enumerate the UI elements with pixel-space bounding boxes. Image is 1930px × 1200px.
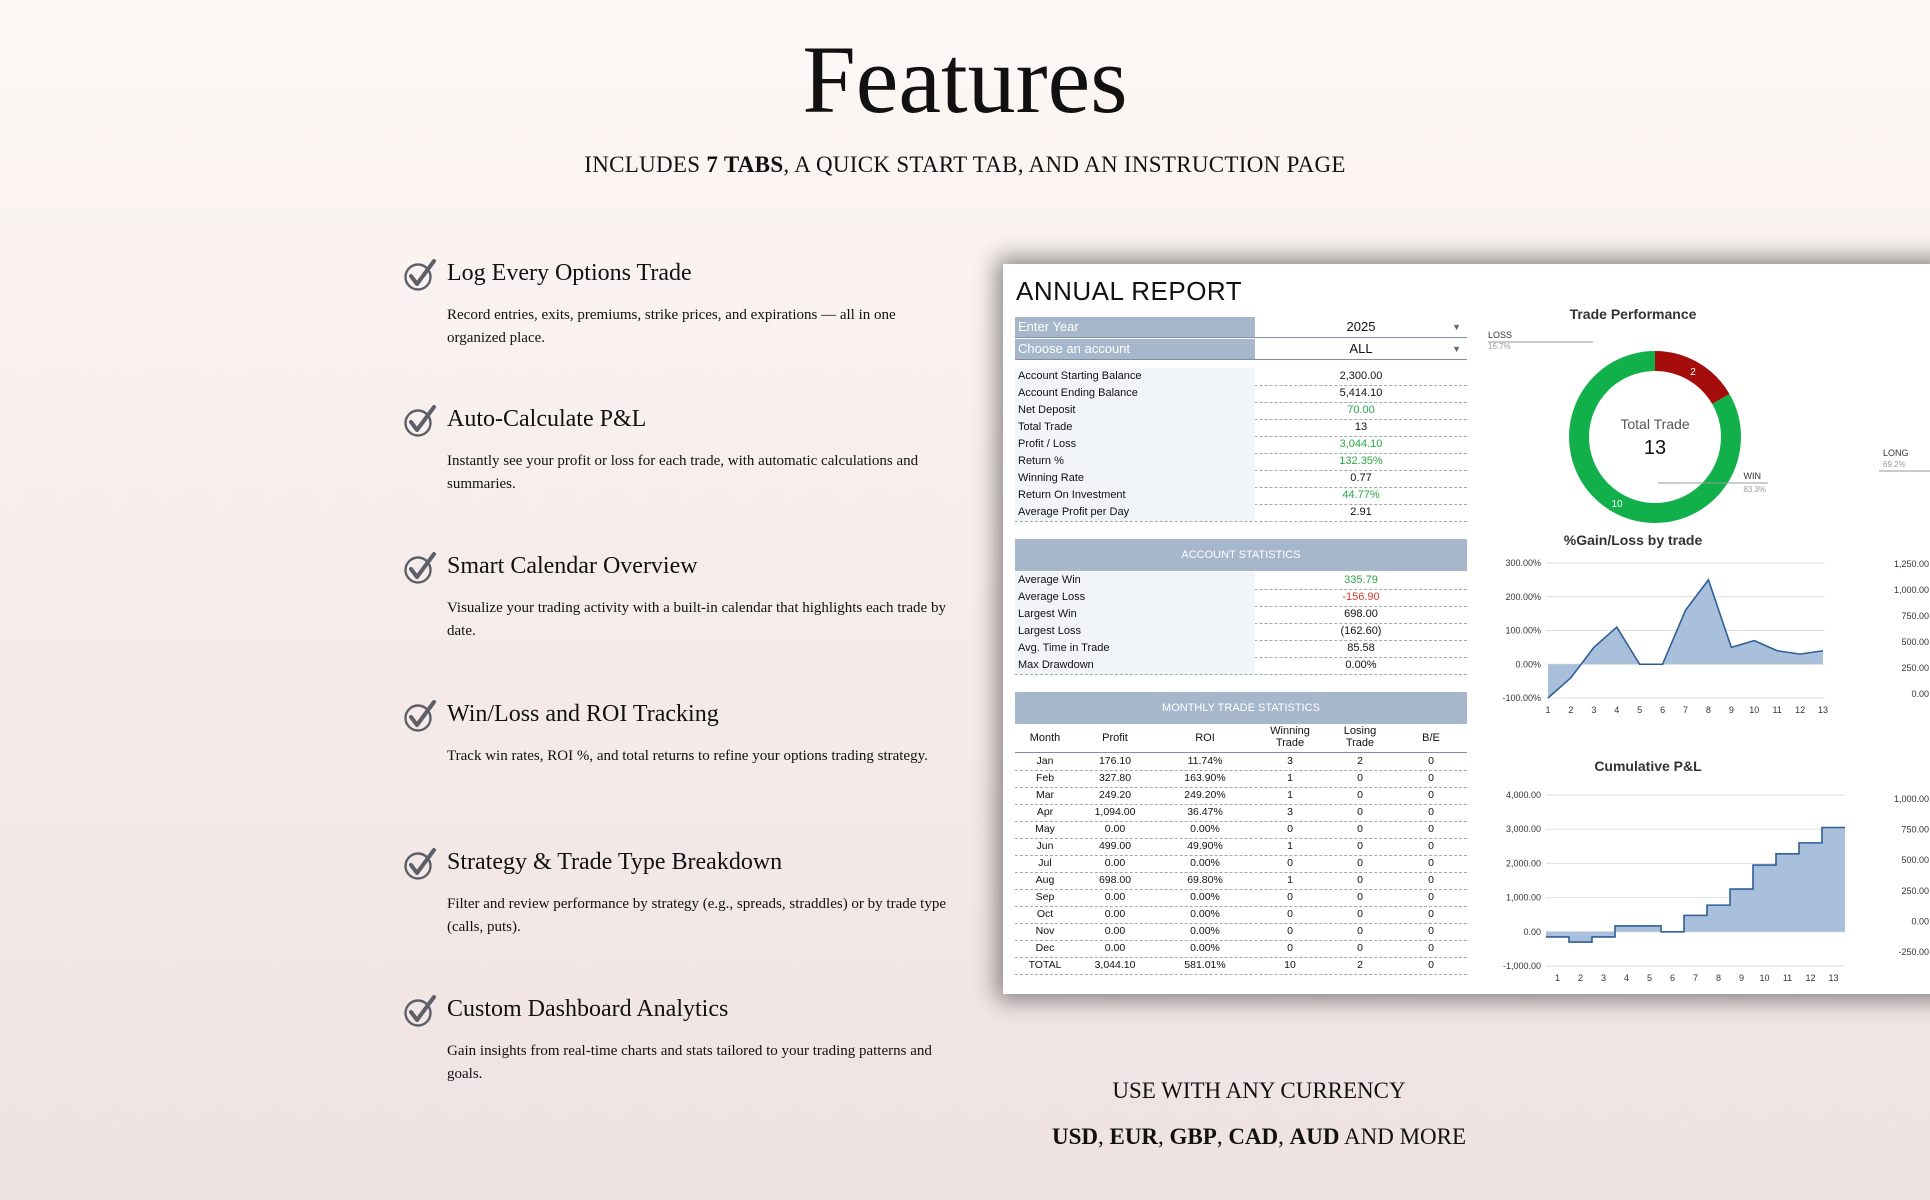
subtitle-post: , A QUICK START TAB, AND AN INSTRUCTION PAGE	[783, 152, 1346, 177]
currency-separator: ,	[1097, 1124, 1110, 1149]
table-row	[1015, 855, 1467, 873]
x-tick-label: 8	[1715, 973, 1722, 983]
monthly-statistics-header: MONTHLY TRADE STATISTICS	[1015, 692, 1467, 724]
win-percent: 83.3%	[1743, 485, 1766, 494]
table-cell: 0	[1428, 806, 1434, 818]
stat-label: Return %	[1015, 453, 1255, 470]
x-tick-label: 6	[1669, 973, 1676, 983]
table-row	[1015, 923, 1467, 941]
summary-row	[1015, 487, 1467, 505]
x-tick-label: 10	[1759, 973, 1770, 983]
x-tick-label: 4	[1623, 973, 1630, 983]
table-cell: 0.00	[1104, 823, 1126, 835]
table-cell: 0	[1357, 789, 1363, 801]
x-tick-label: 12	[1795, 705, 1806, 715]
column-header: B/E	[1422, 732, 1440, 744]
table-cell: 0	[1428, 789, 1434, 801]
table-cell: 0	[1287, 857, 1293, 869]
feature-title: Win/Loss and ROI Tracking	[447, 701, 719, 727]
account-value: ALL	[1349, 341, 1373, 356]
stat-value: 2,300.00	[1339, 370, 1383, 382]
feature-title: Strategy & Trade Type Breakdown	[447, 849, 783, 875]
trade-performance-chart	[1488, 324, 1798, 524]
table-cell: Jul	[1038, 857, 1052, 869]
table-cell: 2	[1357, 755, 1363, 767]
x-tick-label: 13	[1828, 973, 1839, 983]
x-tick-label: 7	[1682, 705, 1689, 715]
x-tick-label: 13	[1817, 705, 1829, 715]
feature-description: Track win rates, ROI %, and total returns to refine your options trading strategy.	[447, 748, 928, 764]
y-tick-label: 500.00	[1901, 855, 1929, 866]
table-cell: 0	[1287, 908, 1293, 920]
table-cell: Mar	[1035, 789, 1055, 801]
stat-value: 85.58	[1347, 642, 1375, 654]
currency-separator: ,	[1216, 1124, 1229, 1149]
checkmark-icon	[403, 404, 437, 438]
table-cell: 0	[1428, 891, 1434, 903]
monthly-table-header	[1015, 724, 1467, 753]
stat-value: 335.79	[1344, 574, 1378, 586]
table-cell: 0	[1357, 925, 1363, 937]
account-stat-row	[1015, 640, 1467, 658]
table-cell: 176.10	[1098, 755, 1132, 767]
table-cell: 69.80%	[1187, 874, 1223, 886]
gain-loss-title: %Gain/Loss by trade	[1563, 532, 1703, 548]
y-tick-label: -100.00%	[1502, 693, 1541, 703]
stat-label: Largest Win	[1015, 606, 1255, 623]
table-cell: Jan	[1036, 755, 1054, 767]
table-cell: 249.20	[1098, 789, 1132, 801]
table-cell: 0	[1428, 925, 1434, 937]
y-tick-label: -250.00	[1898, 947, 1929, 957]
page-title: Features	[802, 26, 1128, 133]
account-select[interactable]	[1015, 339, 1467, 360]
table-cell: 1,094.00	[1094, 806, 1136, 818]
checkmark-icon	[403, 258, 437, 292]
stat-label: Avg. Time in Trade	[1015, 640, 1255, 657]
table-cell: 0	[1428, 755, 1434, 767]
table-cell: 499.00	[1098, 840, 1132, 852]
x-tick-label: 6	[1660, 705, 1666, 715]
long-label: LONG	[1883, 448, 1909, 458]
table-row	[1015, 787, 1467, 805]
table-cell: 0	[1428, 874, 1434, 886]
table-row	[1015, 940, 1467, 958]
table-cell: 0	[1428, 942, 1434, 954]
stat-label: Account Ending Balance	[1015, 385, 1255, 402]
feature-description: Instantly see your profit or loss for each trade, with automatic calculations and summaries.	[447, 453, 919, 492]
stat-label: Average Profit per Day	[1015, 504, 1255, 521]
table-cell: Feb	[1035, 772, 1055, 784]
stat-value: 698.00	[1344, 608, 1378, 620]
currency-codes	[900, 1124, 1618, 1150]
y-tick-label: 750.00	[1901, 611, 1929, 621]
table-cell: 49.90%	[1187, 840, 1223, 852]
table-cell: 0	[1428, 823, 1434, 835]
table-cell: 0.00%	[1190, 891, 1220, 903]
table-cell: 581.01%	[1184, 959, 1226, 971]
win-slice-label: 10	[1611, 498, 1623, 510]
table-cell: 0	[1357, 942, 1363, 954]
table-cell: 0	[1357, 874, 1363, 886]
table-cell: 0	[1428, 908, 1434, 920]
table-cell: 0	[1357, 857, 1363, 869]
x-tick-label: 2	[1568, 705, 1574, 715]
table-row	[1015, 804, 1467, 822]
enter-year-label: Enter Year	[1015, 317, 1255, 337]
x-tick-label: 3	[1600, 973, 1607, 983]
currency-separator: ,	[1158, 1124, 1170, 1149]
y-tick-label: 0.00	[1911, 916, 1929, 927]
account-label: Choose an account	[1015, 339, 1255, 359]
table-row	[1015, 753, 1467, 771]
table-cell: 0.00	[1104, 857, 1126, 869]
y-tick-label: 250.00	[1901, 885, 1929, 896]
stat-value: 132.35%	[1339, 455, 1383, 467]
stat-value: 0.77	[1350, 472, 1372, 484]
table-cell: Apr	[1036, 806, 1054, 818]
gain-loss-chart	[1488, 549, 1833, 724]
long-percent: 69.2%	[1883, 460, 1906, 469]
feature-description: Filter and review performance by strategy (e.g., spreads, straddles) or by trade type (calls, puts).	[447, 896, 946, 935]
summary-row	[1015, 368, 1467, 386]
table-row	[1015, 821, 1467, 839]
table-cell: 0	[1428, 959, 1434, 971]
area-chart-partial	[1871, 775, 1930, 975]
donut-center-value: 13	[1643, 437, 1667, 459]
series-area	[1548, 580, 1823, 698]
table-cell: 0	[1428, 772, 1434, 784]
table-cell: 0	[1287, 823, 1293, 835]
currency-code: AUD	[1289, 1124, 1340, 1149]
account-stat-row	[1015, 657, 1467, 675]
table-row	[1015, 957, 1467, 975]
x-tick-label: 1	[1545, 705, 1551, 715]
stat-value: 13	[1354, 421, 1368, 433]
stat-label: Largest Loss	[1015, 623, 1255, 640]
table-cell: 10	[1284, 959, 1296, 971]
y-tick-label: 1,000.00	[1893, 585, 1929, 595]
table-cell: 0	[1287, 891, 1293, 903]
x-tick-label: 9	[1738, 973, 1745, 983]
x-tick-label: 7	[1692, 973, 1699, 983]
y-tick-label: 0.00	[1911, 689, 1929, 699]
feature-description: Record entries, exits, premiums, strike prices, and expirations — all in one organized place.	[447, 307, 896, 346]
x-tick-label: 12	[1805, 973, 1816, 983]
summary-row	[1015, 436, 1467, 454]
table-cell: 0.00%	[1190, 942, 1220, 954]
checkmark-icon	[403, 847, 437, 881]
summary-row	[1015, 419, 1467, 437]
y-tick-label: 3,000.00	[1505, 824, 1541, 835]
feature-title: Smart Calendar Overview	[447, 553, 698, 579]
stat-label: Max Drawdown	[1015, 657, 1255, 674]
account-stat-row	[1015, 589, 1467, 607]
y-tick-label: 750.00	[1901, 824, 1929, 835]
summary-row	[1015, 453, 1467, 471]
currency-suffix: AND MORE	[1339, 1124, 1467, 1149]
currency-code: CAD	[1228, 1124, 1279, 1149]
y-tick-label: 1,250.00	[1893, 559, 1929, 569]
table-cell: 36.47%	[1187, 806, 1223, 818]
stat-value: 3,044.10	[1339, 438, 1383, 450]
loss-percent: 16.7%	[1488, 342, 1511, 351]
currency-code: EUR	[1109, 1124, 1159, 1149]
checkmark-icon	[403, 551, 437, 585]
table-cell: 0.00	[1104, 925, 1126, 937]
table-cell: 1	[1287, 874, 1293, 886]
table-cell: 1	[1287, 840, 1293, 852]
table-cell: Sep	[1035, 891, 1055, 903]
column-header: Losing Trade	[1343, 725, 1377, 749]
table-row	[1015, 889, 1467, 907]
checkmark-icon	[403, 699, 437, 733]
x-tick-label: 5	[1646, 973, 1653, 983]
table-cell: 0.00	[1104, 942, 1126, 954]
column-header: ROI	[1195, 732, 1215, 744]
stat-label: Total Trade	[1015, 419, 1255, 436]
loss-label: LOSS	[1488, 330, 1513, 340]
table-cell: May	[1035, 823, 1055, 835]
table-cell: 1	[1287, 772, 1293, 784]
annual-report-screenshot	[1003, 264, 1930, 994]
currency-code: GBP	[1169, 1124, 1217, 1149]
summary-row	[1015, 385, 1467, 403]
stat-label: Average Loss	[1015, 589, 1255, 606]
table-cell: 3	[1287, 755, 1293, 767]
column-header: Month	[1029, 732, 1061, 744]
table-cell: Dec	[1035, 942, 1055, 954]
x-tick-label: 10	[1749, 705, 1760, 715]
x-tick-label: 5	[1637, 705, 1643, 715]
table-cell: 0	[1357, 891, 1363, 903]
table-cell: Nov	[1035, 925, 1055, 937]
table-cell: Aug	[1035, 874, 1055, 886]
stat-label: Net Deposit	[1015, 402, 1255, 419]
report-title: ANNUAL REPORT	[1016, 276, 1243, 306]
account-stat-row	[1015, 572, 1467, 590]
y-tick-label: 500.00	[1901, 637, 1929, 647]
enter-year-value: 2025	[1346, 319, 1376, 334]
table-cell: 3	[1287, 806, 1293, 818]
currency-heading: USE WITH ANY CURRENCY	[1112, 1078, 1406, 1103]
stat-label: Return On Investment	[1015, 487, 1255, 504]
table-cell: 0	[1287, 925, 1293, 937]
y-tick-label: 0.00	[1523, 926, 1541, 937]
trade-performance-title: Trade Performance	[1569, 306, 1697, 322]
table-cell: 0.00%	[1190, 857, 1220, 869]
table-cell: 0.00	[1104, 908, 1126, 920]
checkmark-icon	[403, 994, 437, 1028]
y-tick-label: 100.00%	[1505, 625, 1541, 636]
table-cell: 327.80	[1098, 772, 1132, 784]
column-header: Profit	[1102, 732, 1128, 744]
feature-title: Custom Dashboard Analytics	[447, 996, 729, 1022]
y-tick-label: 1,000.00	[1505, 892, 1541, 903]
currency-separator: ,	[1278, 1124, 1290, 1149]
stat-value: 70.00	[1347, 404, 1375, 416]
summary-row	[1015, 504, 1467, 522]
stat-label: Winning Rate	[1015, 470, 1255, 487]
win-label: WIN	[1743, 471, 1761, 481]
subtitle-bold: 7 TABS	[706, 152, 784, 177]
table-cell: 0.00%	[1190, 908, 1220, 920]
chevron-down-icon[interactable]: ▼	[1452, 322, 1461, 332]
stat-label: Average Win	[1015, 572, 1255, 589]
table-row	[1015, 906, 1467, 924]
x-tick-label: 4	[1614, 705, 1620, 715]
feature-description: Visualize your trading activity with a built-in calendar that highlights each trade by date.	[447, 600, 946, 639]
table-cell: 0.00%	[1190, 925, 1220, 937]
cumulative-pnl-chart	[1488, 775, 1853, 994]
y-tick-label: 200.00%	[1505, 591, 1541, 602]
series-area	[1546, 827, 1845, 942]
y-tick-label: 300.00%	[1505, 558, 1541, 568]
table-cell: 0	[1357, 908, 1363, 920]
x-tick-label: 2	[1577, 973, 1584, 983]
table-cell: 0.00	[1104, 891, 1126, 903]
table-cell: 11.74%	[1187, 755, 1223, 767]
table-row	[1015, 872, 1467, 890]
currency-code: USD	[1051, 1124, 1098, 1149]
stat-value: 0.00%	[1345, 659, 1377, 671]
table-cell: 2	[1357, 959, 1363, 971]
table-cell: 0	[1357, 806, 1363, 818]
stat-value: -156.90	[1342, 591, 1380, 603]
x-tick-label: 3	[1591, 705, 1597, 715]
table-cell: TOTAL	[1028, 959, 1062, 971]
subtitle-pre: INCLUDES	[584, 152, 707, 177]
table-cell: 0.00%	[1190, 823, 1220, 835]
feature-description: Gain insights from real-time charts and stats tailored to your trading patterns and goals.	[447, 1043, 932, 1082]
column-header: Winning Trade	[1270, 725, 1310, 749]
table-cell: 0	[1428, 857, 1434, 869]
feature-title: Log Every Options Trade	[447, 260, 692, 286]
x-tick-label: 8	[1705, 705, 1711, 715]
stat-value: 2.91	[1350, 506, 1372, 518]
table-row	[1015, 770, 1467, 788]
table-cell: 0	[1357, 840, 1363, 852]
enter-year-select[interactable]	[1015, 317, 1467, 338]
chevron-down-icon[interactable]: ▼	[1452, 344, 1461, 354]
table-cell: Oct	[1036, 908, 1054, 920]
x-tick-label: 9	[1728, 705, 1734, 715]
stat-value: 44.77%	[1342, 489, 1380, 501]
account-stat-row	[1015, 606, 1467, 624]
summary-row	[1015, 402, 1467, 420]
table-row	[1015, 838, 1467, 856]
summary-row	[1015, 470, 1467, 488]
loss-slice-label: 2	[1690, 367, 1696, 379]
cumulative-pnl-title: Cumulative P&L	[1594, 758, 1702, 774]
table-cell: 0	[1428, 840, 1434, 852]
table-cell: 163.90%	[1184, 772, 1226, 784]
y-tick-label: 0.00%	[1515, 659, 1541, 670]
table-cell: 0	[1357, 772, 1363, 784]
table-cell: Jun	[1036, 840, 1054, 852]
y-tick-label: 1,000.00	[1893, 794, 1929, 804]
table-cell: 0	[1287, 942, 1293, 954]
table-cell: 0	[1357, 823, 1363, 835]
table-cell: 249.20%	[1184, 789, 1226, 801]
account-statistics-header: ACCOUNT STATISTICS	[1015, 539, 1467, 571]
feature-title: Auto-Calculate P&L	[447, 406, 647, 432]
stat-label: Profit / Loss	[1015, 436, 1255, 453]
table-cell: 698.00	[1098, 874, 1132, 886]
table-cell: 3,044.10	[1094, 959, 1136, 971]
x-tick-label: 11	[1772, 705, 1782, 715]
y-tick-label: -1,000.00	[1502, 961, 1541, 971]
x-tick-label: 1	[1554, 973, 1561, 983]
stat-label: Account Starting Balance	[1015, 368, 1255, 385]
y-tick-label: 250.00	[1901, 663, 1929, 673]
stat-value: 5,414.10	[1339, 387, 1383, 399]
bar-chart-partial	[1871, 554, 1930, 714]
y-tick-label: 4,000.00	[1505, 790, 1541, 800]
table-cell: 1	[1287, 789, 1293, 801]
x-tick-label: 11	[1782, 973, 1793, 983]
account-stat-row	[1015, 623, 1467, 641]
page-subtitle	[0, 152, 1930, 178]
donut-center-label: Total Trade	[1620, 416, 1690, 432]
y-tick-label: 2,000.00	[1505, 858, 1541, 869]
direction-chart-partial	[1871, 434, 1930, 494]
stat-value: (162.60)	[1340, 625, 1382, 637]
